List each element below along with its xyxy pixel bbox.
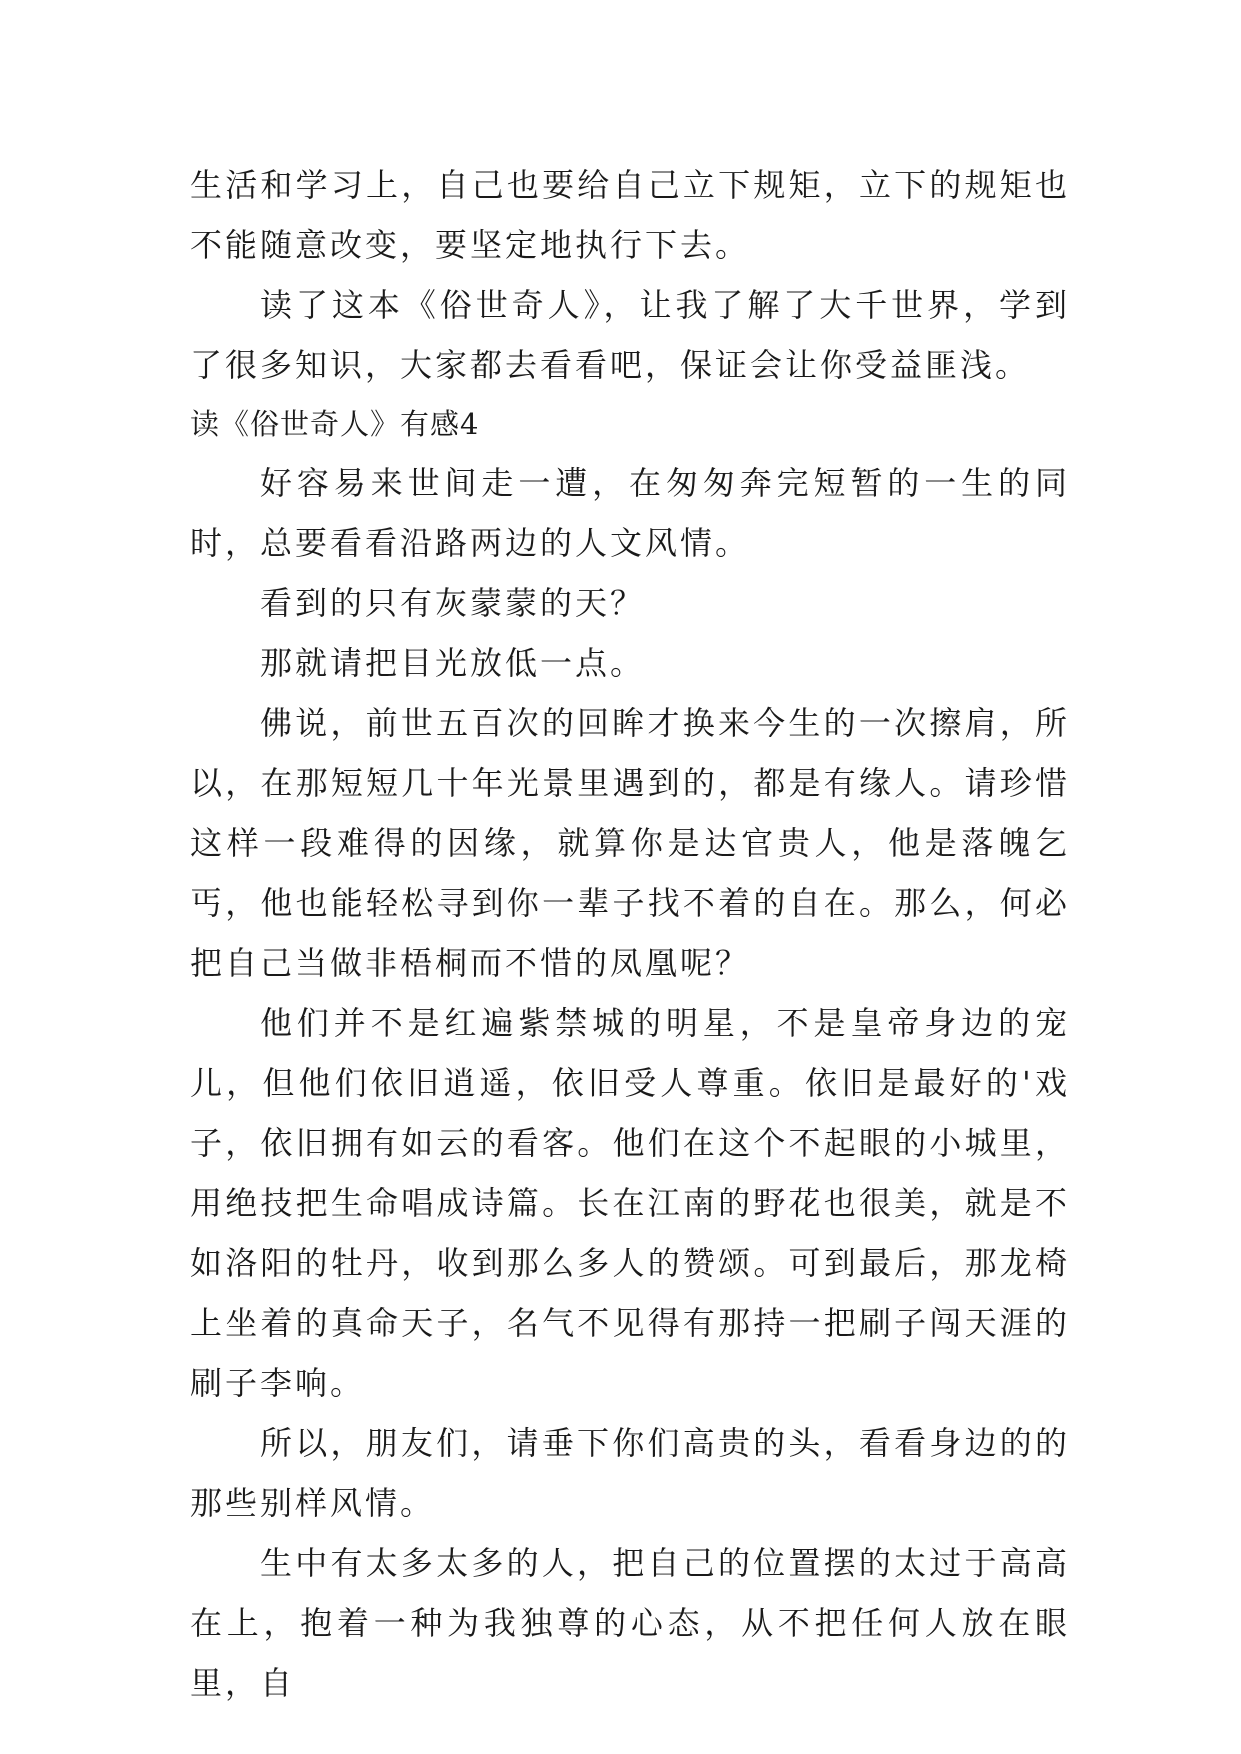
paragraph-rules-conclusion: 生活和学习上，自己也要给自己立下规矩，立下的规矩也不能随意改变，要坚定地执行下去。 xyxy=(190,166,1070,264)
section-heading: 读《俗世奇人》有感4 xyxy=(190,407,480,441)
paragraph-arrogance: 生中有太多太多的人，把自己的位置摆的太过于高高在上，抱着一种为我独尊的心态，从不把任何人放在眼里，自 xyxy=(190,1544,1070,1702)
paragraph-characters: 他们并不是红遍紫禁城的明星，不是皇帝身边的宠儿，但他们依旧逍遥，依旧受人尊重。依旧是最好的'戏子，依旧拥有如云的看客。他们在这个不起眼的小城里，用绝技把生命唱成诗篇。长在江南的野花也很美，就是不如洛阳的牡丹，收到那么多人的赞颂。可到最后，那龙椅上坐着的真命天子，名气不见得有那持一把刷子闯天涯的刷子李响。 xyxy=(190,1004,1070,1402)
paragraph-intro: 好容易来世间走一遭，在匆匆奔完短暂的一生的同时，总要看看沿路两边的人文风情。 xyxy=(190,464,1070,562)
document-body xyxy=(190,155,1070,1713)
paragraph-recommendation: 读了这本《俗世奇人》，让我了解了大千世界，学到了很多知识，大家都去看看吧，保证会让你受益匪浅。 xyxy=(190,286,1070,384)
paragraph-friends: 所以，朋友们，请垂下你们高贵的头，看看身边的的那些别样风情。 xyxy=(190,1424,1070,1522)
paragraph-buddha-saying: 佛说，前世五百次的回眸才换来今生的一次擦肩，所以，在那短短几十年光景里遇到的，都是有缘人。请珍惜这样一段难得的因缘，就算你是达官贵人，他是落魄乞丐，他也能轻松寻到你一辈子找不着的自在。那么，何必把自己当做非梧桐而不惜的凤凰呢？ xyxy=(190,704,1070,982)
paragraph-lower-gaze: 那就请把目光放低一点。 xyxy=(260,644,646,682)
paragraph-question: 看到的只有灰蒙蒙的天？ xyxy=(260,584,646,622)
